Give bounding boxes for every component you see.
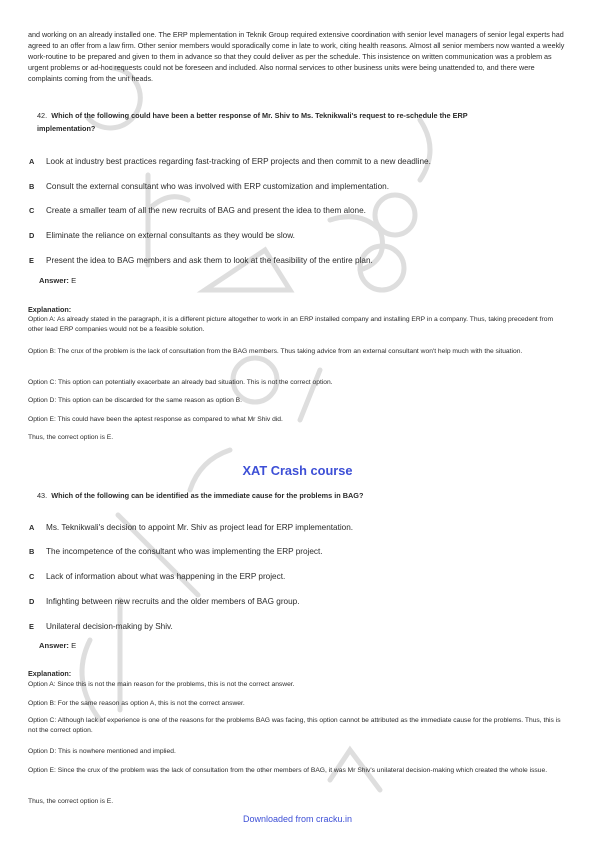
option-letter: C — [29, 572, 35, 581]
q43-explanation-d: Option D: This is nowhere mentioned and implied. — [28, 748, 176, 755]
q43-explanation-c: Option C: Although lack of experience is one of the reasons for the problems BAG was facing, this option cannot be attributed as the immediate cause for the problems. Thus, this is not the correct option. — [28, 717, 561, 735]
option-letter: B — [29, 182, 35, 191]
q42-explanation-title: Explanation: — [28, 305, 72, 314]
answer-label: Answer: — [39, 276, 69, 285]
footer-link[interactable]: Downloaded from cracku.in — [242, 814, 353, 824]
q42-explanation-a: Option A: As already stated in the paragraph, it is a different picture altogether to work in an ERP installed company and installing ERP in a company. Thus, taking precedent from other lead ERP companies would not be a feasible solution. — [28, 316, 554, 334]
answer-label: Answer: — [39, 641, 69, 650]
question-42 — [37, 109, 477, 135]
q43-option-d[interactable] — [29, 597, 300, 607]
option-letter: D — [29, 231, 35, 240]
q43-explanation-b: Option B: For the same reason as option A, this is not the correct answer. — [28, 700, 245, 707]
option-text: Look at industry best practices regarding fast-tracking of ERP projects and then commit to a new deadline. — [46, 157, 431, 166]
q42-option-a[interactable] — [29, 157, 431, 167]
q42-explanation-e: Option E: This could have been the aptest response as compared to what Mr Shiv did. — [28, 416, 283, 423]
question-43-number: 43. — [37, 491, 48, 500]
q42-answer — [39, 276, 76, 285]
option-letter: A — [29, 157, 35, 166]
q43-conclusion: Thus, the correct option is E. — [28, 798, 114, 805]
q43-option-b[interactable] — [29, 547, 323, 557]
q42-explanation-b: Option B: The crux of the problem is the lack of consultation from the BAG members. Thus taking advice from an external consultant won't help much with the situation. — [28, 348, 523, 355]
option-text: The incompetence of the consultant who was implementing the ERP project. — [46, 547, 323, 556]
q42-explanation-c: Option C: This option can potentially exacerbate an already bad situation. This is not the correct option. — [28, 379, 333, 386]
option-letter: E — [29, 622, 34, 631]
q42-option-c[interactable] — [29, 206, 366, 216]
q43-option-c[interactable] — [29, 572, 285, 582]
q42-explanation-d: Option D: This option can be discarded for the same reason as option B. — [28, 397, 242, 404]
answer-value: E — [71, 276, 77, 285]
q42-conclusion: Thus, the correct option is E. — [28, 434, 114, 441]
question-43-text: Which of the following can be identified as the immediate cause for the problems in BAG? — [51, 491, 364, 500]
option-text: Present the idea to BAG members and ask them to look at the feasibility of the entire plan. — [46, 256, 373, 265]
option-letter: C — [29, 206, 35, 215]
q43-explanation-e: Option E: Since the crux of the problem was the lack of consultation from the other members of BAG, it was Mr Shiv's unilateral decision-making which created the whole issue. — [28, 767, 548, 774]
q42-option-b[interactable] — [29, 182, 389, 192]
q43-option-e[interactable] — [29, 622, 173, 632]
q42-option-e[interactable] — [29, 256, 373, 266]
option-text: Lack of information about what was happening in the ERP project. — [46, 572, 286, 581]
option-letter: A — [29, 523, 35, 532]
question-42-text: Which of the following could have been a better response of Mr. Shiv to Ms. Teknikwali's request to re-schedule the ERP implementation? — [37, 111, 468, 133]
q42-option-d[interactable] — [29, 231, 295, 241]
option-letter: B — [29, 547, 35, 556]
q43-explanation-title: Explanation: — [28, 669, 72, 678]
q43-explanation-a: Option A: Since this is not the main reason for the problems, this is not the correct answer. — [28, 681, 295, 688]
q43-option-a[interactable] — [29, 523, 353, 533]
option-letter: E — [29, 256, 34, 265]
option-text: Eliminate the reliance on external consultants as they would be slow. — [46, 231, 295, 240]
option-text: Create a smaller team of all the new recruits of BAG and present the idea to them alone. — [46, 206, 366, 215]
question-42-number: 42. — [37, 111, 48, 120]
option-text: Ms. Teknikwali's decision to appoint Mr. Shiv as project lead for ERP implementation. — [46, 523, 354, 532]
intro-paragraph: and working on an already installed one. The ERP mplementation in Teknik Group required extensive coordination with senior level managers of senior legal experts had agreed to an offer from a law firm. Other senior members would sporadically come in late to work, citing health reasons. Almost all senior members now wanted a weekly work-routine to be prepared and given to them in advance so that they could deliver as per the schedule. This insistence on written communication was a problem as urgent problems or ad-hoc requests could not be foreseen and included. Also normal services to other business units were being unattended to, and there were complaints coming from the unit heads. — [28, 30, 565, 84]
question-43 — [37, 489, 477, 502]
q43-answer — [39, 641, 76, 650]
option-letter: D — [29, 597, 35, 606]
section-heading: XAT Crash course — [242, 463, 353, 478]
option-text: Infighting between new recruits and the older members of BAG group. — [46, 597, 300, 606]
answer-value: E — [71, 641, 77, 650]
option-text: Consult the external consultant who was involved with ERP customization and implementation. — [46, 182, 389, 191]
option-text: Unilateral decision-making by Shiv. — [46, 622, 173, 631]
